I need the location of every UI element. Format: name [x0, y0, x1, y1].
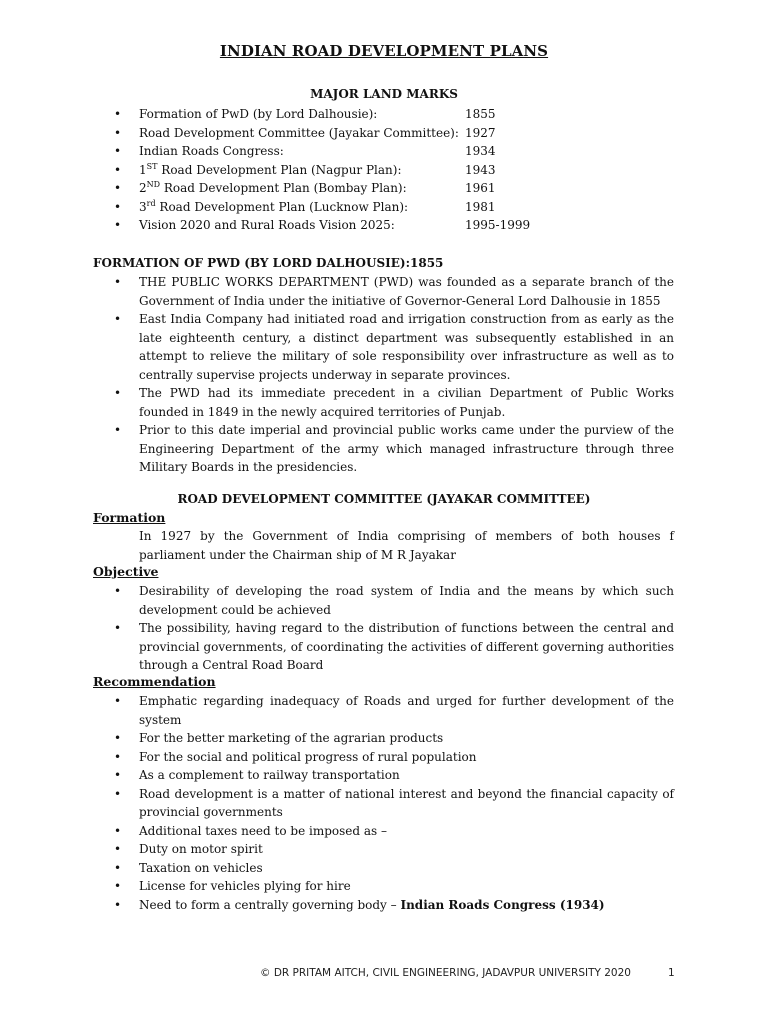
bullet-icon: •: [114, 786, 122, 801]
bullet-icon: •: [114, 386, 122, 400]
landmark-label: [139, 161, 465, 180]
ordinal-suffix: ST: [146, 161, 158, 171]
list-item: [0, 421, 674, 477]
list-item: [0, 859, 674, 878]
landmark-year: 1855: [465, 107, 496, 121]
list-item: [0, 619, 674, 675]
landmark-label: Vision 2020 and Rural Roads Vision 2025:: [139, 218, 395, 232]
pwd-list: [0, 273, 674, 477]
landmark-year: 1934: [465, 144, 496, 158]
bullet-icon: •: [114, 107, 122, 121]
bullet-icon: •: [114, 162, 122, 177]
ordinal-number: 2: [139, 181, 147, 195]
ordinal-suffix: ND: [146, 180, 161, 189]
footer-copyright: © DR PRITAM AITCH, CIVIL ENGINEERING, JADAVPUR UNIVERSITY 2020: [260, 967, 631, 979]
landmark-label-text: Road Development Plan (Nagpur Plan):: [157, 162, 402, 177]
formation-heading: Formation: [93, 510, 166, 525]
list-item-text: Desirability of developing the road system of India and the means by which such development could be achieved: [139, 584, 674, 617]
bullet-icon: •: [114, 897, 122, 912]
list-item: [0, 179, 674, 198]
list-item-text: As a complement to railway transportation: [139, 768, 400, 782]
ordinal-number: 1: [139, 162, 147, 177]
list-item: [0, 840, 674, 859]
page-number: 1: [668, 967, 675, 979]
bullet-icon: •: [114, 823, 122, 838]
page-title: INDIAN ROAD DEVELOPMENT PLANS: [219, 42, 549, 60]
list-item-text: Emphatic regarding inadequacy of Roads and urged for further development of the system: [139, 694, 674, 727]
landmark-label-text: Road Development Plan (Bombay Plan):: [160, 181, 407, 195]
list-item: [0, 384, 674, 421]
landmarks-list: [0, 105, 674, 235]
bullet-icon: •: [114, 731, 122, 745]
landmark-year: 1943: [465, 162, 496, 177]
objective-list: [0, 582, 674, 675]
list-item-text: Need to form a centrally governing body –: [139, 897, 401, 912]
list-item-text: THE PUBLIC WORKS DEPARTMENT (PWD) was founded as a separate branch of the Government of India under the initiative of Governor-General Lord Dalhousie in 1855: [139, 275, 674, 308]
bullet-icon: •: [114, 181, 122, 195]
list-item: [0, 896, 674, 915]
list-item: [0, 729, 674, 748]
recommendation-heading: Recommendation: [93, 674, 216, 689]
bullet-icon: •: [114, 275, 122, 289]
list-item: [0, 766, 674, 785]
recommendation-list: [0, 692, 674, 914]
list-item: [0, 310, 674, 384]
bullet-icon: •: [114, 860, 122, 875]
bullet-icon: •: [114, 749, 122, 764]
ordinal-number: 3: [139, 199, 147, 214]
list-item-text: The PWD had its immediate precedent in a civilian Department of Public Works founded in 1849 in the newly acquired territories of Punjab.: [139, 386, 674, 419]
landmark-label: Indian Roads Congress:: [139, 144, 284, 158]
list-item: [0, 785, 674, 822]
formation-text: In 1927 by the Government of India comprising of members of both houses f parliament under the Chairman ship of M R Jayakar: [139, 529, 674, 562]
list-item-text: Road development is a matter of national interest and beyond the financial capacity of provincial governments: [139, 786, 674, 819]
list-item: [0, 142, 674, 161]
list-item-text: Taxation on vehicles: [139, 860, 263, 875]
list-item-text: The possibility, having regard to the distribution of functions between the central and provincial governments, of coordinating the activities of different governing authorities through a Central Road Board: [139, 621, 674, 672]
list-item: [0, 273, 674, 310]
list-item-text: For the social and political progress of rural population: [139, 749, 477, 764]
bullet-icon: •: [114, 312, 122, 326]
objective-heading: Objective: [93, 564, 159, 579]
bullet-icon: •: [114, 768, 122, 782]
list-item: [0, 692, 674, 729]
list-item: [0, 161, 674, 180]
landmark-label: [139, 179, 465, 198]
list-item-text: For the better marketing of the agrarian products: [139, 731, 444, 745]
landmark-year: 1995-1999: [465, 218, 531, 232]
list-item: [0, 198, 674, 217]
bullet-icon: •: [114, 694, 122, 708]
bullet-icon: •: [114, 584, 122, 598]
bullet-icon: •: [114, 218, 122, 232]
jayakar-heading: ROAD DEVELOPMENT COMMITTEE (JAYAKAR COMMITTEE): [177, 492, 591, 506]
landmark-label: Road Development Committee (Jayakar Committee):: [139, 125, 459, 140]
landmarks-heading: MAJOR LAND MARKS: [310, 87, 458, 101]
list-item: [0, 216, 674, 235]
bullet-icon: •: [114, 842, 122, 856]
list-item-bold-text: Indian Roads Congress (1934): [400, 897, 605, 912]
list-item-text: Duty on motor spirit: [139, 842, 263, 856]
landmark-year: 1927: [465, 125, 496, 140]
bullet-icon: •: [114, 125, 122, 140]
list-item: [0, 124, 674, 143]
list-item: [0, 748, 674, 767]
landmark-label: [139, 198, 465, 217]
landmark-year: 1961: [465, 181, 496, 195]
list-item-text: License for vehicles plying for hire: [139, 879, 351, 893]
ordinal-suffix: rd: [146, 198, 156, 208]
bullet-icon: •: [114, 144, 122, 158]
list-item: [0, 582, 674, 619]
landmark-year: 1981: [465, 199, 496, 214]
bullet-icon: •: [114, 621, 122, 635]
list-item-text: Additional taxes need to be imposed as –: [139, 823, 387, 838]
bullet-icon: •: [114, 199, 122, 214]
landmark-label: Formation of PwD (by Lord Dalhousie):: [139, 107, 378, 121]
list-item: [0, 822, 674, 841]
bullet-icon: •: [114, 423, 122, 437]
list-item: [0, 877, 674, 896]
bullet-icon: •: [114, 879, 122, 893]
list-item-text: East India Company had initiated road and irrigation construction from as early as the late eighteenth century, a distinct department was subsequently established in an attempt to relieve the military of sole responsibility over infrastructure as well as to centrally supervise projects underway in separate provinces.: [139, 312, 674, 382]
pwd-heading: FORMATION OF PWD (BY LORD DALHOUSIE):1855: [93, 256, 444, 270]
list-item-text: Prior to this date imperial and provincial public works came under the purview of the Engineering Department of the army which managed infrastructure through three Military Boards in the presidencies.: [139, 423, 674, 474]
list-item: [0, 105, 674, 124]
landmark-label-text: Road Development Plan (Lucknow Plan):: [155, 199, 409, 214]
